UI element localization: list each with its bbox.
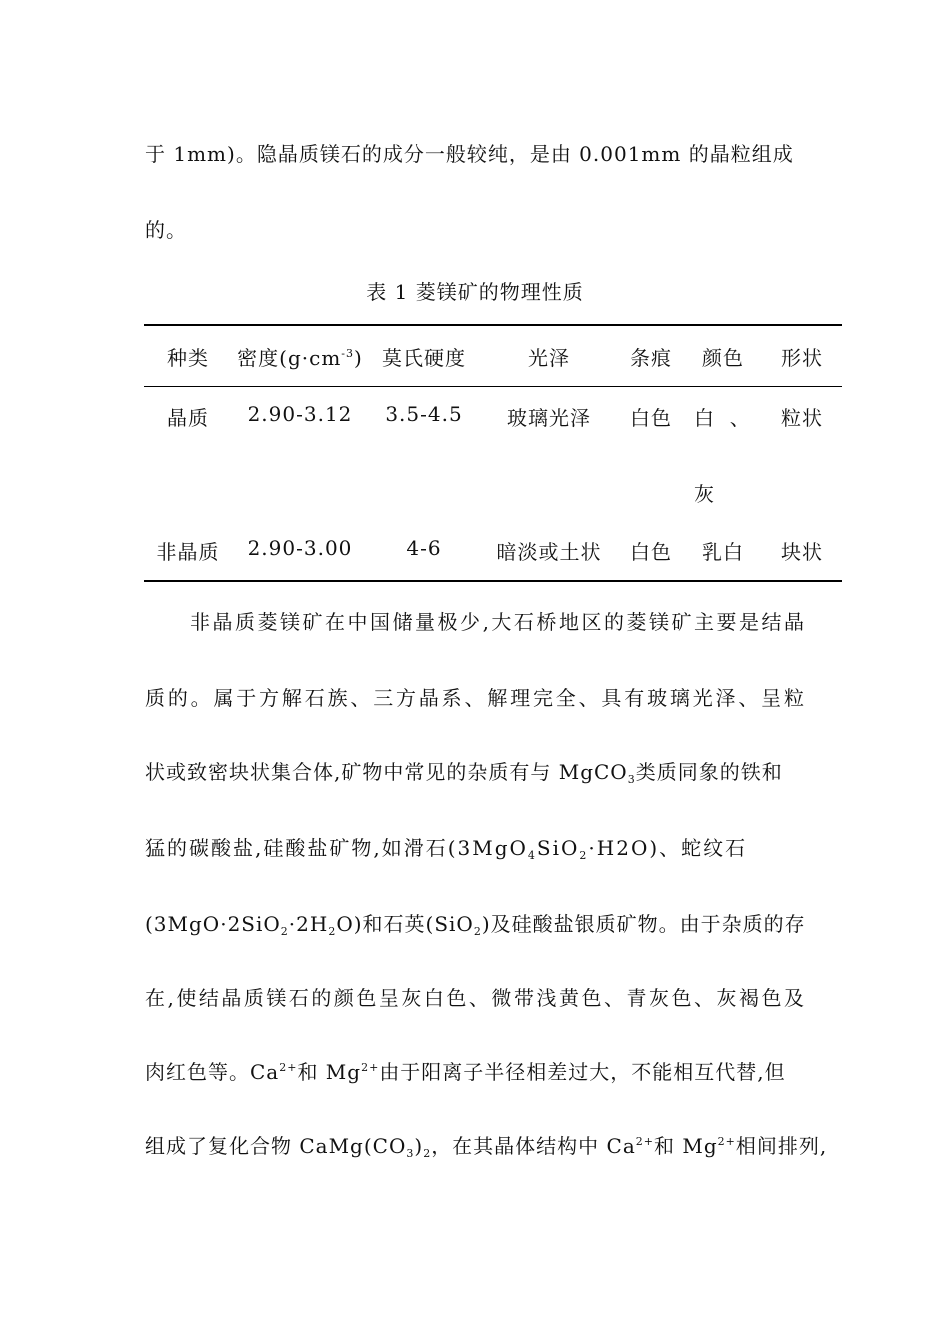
paragraph-line-5: $(3MgO\cdot 2SiO_2\cdot 2H_2O)$和石英(SiO$_2$)及硅酸盐银质矿物。由于杂质的存 — [145, 912, 806, 938]
cell-luster: 玻璃光泽 — [507, 406, 591, 430]
header-color: 颜色 — [702, 346, 744, 370]
cell-shape: 粒状 — [781, 406, 823, 430]
cell-streak: 白色 — [630, 406, 672, 430]
header-luster: 光泽 — [528, 346, 570, 370]
paragraph-line-7: 肉红色等。$Ca^{2+}$和 $Mg^{2+}$由于阳离子半径相差过大，不能相互代替,但 — [145, 1060, 786, 1084]
paragraph-line-8: 组成了复化合物 $CaMg(CO_3)_2$，在其晶体结构中 $Ca^{2+}$和 $Mg^{2+}$相间排列, — [145, 1134, 828, 1160]
cell-color-line-1: 白 、 — [694, 406, 751, 430]
intro-line-2: 的。 — [145, 218, 187, 242]
intro-line-1: 于 1mm)。隐晶质镁石的成分一般较纯，是由 0.001mm 的晶粒组成 — [145, 142, 794, 166]
paragraph-line-3: 状或致密块状集合体,矿物中常见的杂质有与 MgCO$_3$类质同象的铁和 — [145, 760, 783, 786]
table-caption: 表 1 菱镁矿的物理性质 — [366, 280, 584, 304]
cell-streak: 白色 — [630, 540, 672, 564]
cell-kind: 晶质 — [167, 406, 209, 430]
cell-density: 2.90-3.00 — [247, 536, 353, 560]
paragraph-line-6: 在,使结晶质镁石的颜色呈灰白色、微带浅黄色、青灰色、灰褐色及 — [145, 986, 805, 1010]
header-hardness: 莫氏硬度 — [382, 346, 466, 370]
table-bottom-rule — [144, 580, 842, 582]
paragraph-line-1: 非晶质菱镁矿在中国储量极少,大石桥地区的菱镁矿主要是结晶 — [190, 610, 805, 634]
cell-luster: 暗淡或土状 — [496, 540, 602, 564]
cell-hardness: 4-6 — [406, 536, 442, 560]
header-kind: 种类 — [167, 346, 209, 370]
header-shape: 形状 — [781, 346, 823, 370]
cell-color: 乳白 — [702, 540, 744, 564]
table-top-rule — [144, 324, 842, 326]
paragraph-line-4: 猛的碳酸盐,硅酸盐矿物,如滑石(3MgO$_4$SiO$_2$·H2O)、蛇纹石 — [145, 836, 748, 862]
header-streak: 条痕 — [630, 346, 672, 370]
cell-hardness: 3.5-4.5 — [385, 402, 463, 426]
header-density: 密度$(g\cdot cm^{-3})$ — [237, 346, 363, 370]
cell-color-line-2: 灰 — [694, 482, 715, 506]
cell-shape: 块状 — [781, 540, 823, 564]
table-header-rule — [144, 386, 842, 387]
cell-kind: 非晶质 — [156, 540, 220, 564]
cell-density: 2.90-3.12 — [247, 402, 353, 426]
paragraph-line-2: 质的。属于方解石族、三方晶系、解理完全、具有玻璃光泽、呈粒 — [145, 686, 805, 710]
